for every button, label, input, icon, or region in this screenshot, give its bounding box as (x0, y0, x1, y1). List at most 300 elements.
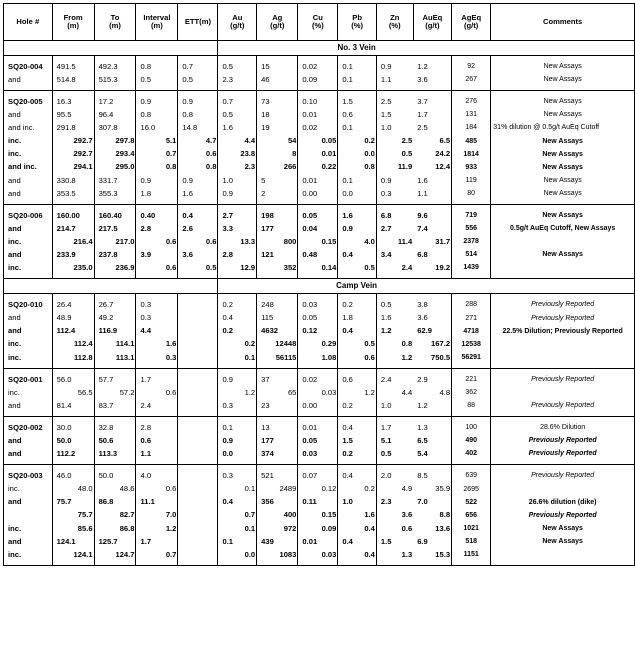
value-cell: 0.01 (298, 421, 338, 434)
value-cell: 0.02 (298, 60, 338, 73)
value-cell: 4.4 (136, 325, 178, 338)
value-cell: 3.6 (413, 312, 451, 325)
value-cell: 0.9 (136, 95, 178, 108)
value-cell: 13.3 (218, 235, 257, 248)
value-cell: 800 (257, 235, 298, 248)
value-cell: 0.3 (136, 312, 178, 325)
value-cell: 0.9 (178, 174, 218, 187)
value-cell: 0.5 (338, 338, 377, 351)
column-header-unit: (%) (388, 21, 401, 30)
value-cell: 3.9 (136, 248, 178, 261)
value-cell: 8 (257, 148, 298, 161)
value-cell: 0.05 (298, 434, 338, 447)
value-cell: 83.7 (94, 399, 136, 412)
comment-cell: 22.5% Dilution; Previously Reported (491, 325, 635, 338)
value-cell: 57.7 (94, 373, 136, 386)
comment-cell: New Assays (491, 95, 635, 108)
value-cell: 331.7 (94, 174, 136, 187)
value-cell: 1151 (452, 548, 491, 561)
column-header-label: Ag (272, 13, 283, 23)
value-cell (178, 373, 218, 386)
value-cell: 288 (452, 298, 491, 311)
table-row (4, 338, 635, 351)
value-cell: 26.4 (52, 298, 94, 311)
value-cell: 177 (257, 434, 298, 447)
column-header (452, 4, 491, 41)
table-row (4, 161, 635, 174)
value-cell: 352 (257, 261, 298, 274)
value-cell: 0.2 (338, 447, 377, 460)
value-cell: 291.8 (52, 121, 94, 134)
value-cell: 0.00 (298, 399, 338, 412)
value-cell: 0.09 (298, 522, 338, 535)
column-header-label: From (63, 13, 83, 23)
column-header-label: AgEq (461, 13, 482, 23)
hole-id-cell: and (4, 535, 53, 548)
table-row (4, 60, 635, 73)
value-cell: 1.2 (376, 351, 413, 364)
value-cell: 17.2 (94, 95, 136, 108)
value-cell: 490 (452, 434, 491, 447)
value-cell: 0.8 (136, 108, 178, 121)
value-cell: 121 (257, 248, 298, 261)
value-cell: 0.5 (218, 60, 257, 73)
value-cell: 4.9 (376, 483, 413, 496)
value-cell: 0.01 (298, 174, 338, 187)
value-cell: 0.5 (178, 73, 218, 86)
value-cell: 30.0 (52, 421, 94, 434)
section-spacer (4, 41, 218, 56)
hole-id-cell: inc. (4, 261, 53, 274)
comment-cell: New Assays (491, 174, 635, 187)
comment-cell: New Assays (491, 134, 635, 147)
comment-cell: New Assays (491, 73, 635, 86)
comment-cell: New Assays (491, 522, 635, 535)
spacer-cell (257, 561, 298, 566)
value-cell: 0.5 (376, 298, 413, 311)
value-cell: 0.29 (298, 338, 338, 351)
value-cell: 0.07 (298, 469, 338, 482)
value-cell: 0.48 (298, 248, 338, 261)
table-row (4, 298, 635, 311)
value-cell: 86.8 (94, 496, 136, 509)
value-cell: 26.7 (94, 298, 136, 311)
value-cell: 933 (452, 161, 491, 174)
value-cell: 0.0 (338, 187, 377, 200)
comment-cell: 28.6% Dilution (491, 421, 635, 434)
column-header-label: Interval (143, 13, 171, 23)
value-cell: 4.0 (136, 469, 178, 482)
value-cell: 1.3 (376, 548, 413, 561)
section-title: Camp Vein (218, 279, 491, 294)
table-row (4, 386, 635, 399)
hole-id-cell: and (4, 187, 53, 200)
spacer-cell (413, 561, 451, 566)
table-row (4, 373, 635, 386)
value-cell: 400 (257, 509, 298, 522)
value-cell: 402 (452, 447, 491, 460)
table-row (4, 95, 635, 108)
value-cell: 4718 (452, 325, 491, 338)
value-cell: 95.5 (52, 108, 94, 121)
value-cell (178, 447, 218, 460)
value-cell: 1.2 (136, 522, 178, 535)
value-cell: 1.8 (136, 187, 178, 200)
column-header-unit: (m) (67, 21, 79, 30)
hole-id-cell: inc. (4, 134, 53, 147)
comment-cell: New Assays (491, 187, 635, 200)
table-row (4, 548, 635, 561)
comment-cell: New Assays (491, 248, 635, 261)
value-cell: 353.5 (52, 187, 94, 200)
table-row (4, 434, 635, 447)
value-cell: 0.4 (338, 421, 377, 434)
value-cell: 267 (452, 73, 491, 86)
value-cell: 0.4 (218, 496, 257, 509)
value-cell: 115 (257, 312, 298, 325)
value-cell: 750.5 (413, 351, 451, 364)
value-cell: 1.8 (338, 312, 377, 325)
comment-cell: Previously Reported (491, 509, 635, 522)
value-cell: 1.6 (376, 312, 413, 325)
value-cell: 307.8 (94, 121, 136, 134)
hole-id-cell: and inc. (4, 161, 53, 174)
value-cell: 0.6 (338, 373, 377, 386)
hole-id-cell: inc. (4, 351, 53, 364)
value-cell: 0.02 (298, 373, 338, 386)
column-header (94, 4, 136, 41)
drill-results-table (3, 3, 635, 566)
value-cell: 0.4 (338, 325, 377, 338)
table-row (4, 447, 635, 460)
hole-id-cell: SQ20-003 (4, 469, 53, 482)
table-row (4, 483, 635, 496)
comment-cell: New Assays (491, 209, 635, 222)
hole-id-cell (4, 509, 53, 522)
value-cell: 0.4 (178, 209, 218, 222)
comment-cell (491, 338, 635, 351)
table-row (4, 209, 635, 222)
spacer-cell (491, 561, 635, 566)
value-cell: 1.6 (218, 121, 257, 134)
value-cell: 75.7 (52, 496, 94, 509)
value-cell: 514.8 (52, 73, 94, 86)
value-cell: 12.9 (218, 261, 257, 274)
column-header-label: AuEq (422, 13, 443, 23)
value-cell: 0.8 (376, 338, 413, 351)
table-row (4, 148, 635, 161)
spacer-cell (136, 561, 178, 566)
value-cell: 1439 (452, 261, 491, 274)
comment-cell: Previously Reported (491, 447, 635, 460)
value-cell: 276 (452, 95, 491, 108)
value-cell: 3.4 (376, 248, 413, 261)
value-cell: 0.9 (218, 373, 257, 386)
value-cell: 19.2 (413, 261, 451, 274)
comment-cell: Previously Reported (491, 469, 635, 482)
value-cell: 0.9 (338, 222, 377, 235)
value-cell: 124.1 (52, 535, 94, 548)
hole-id-cell: SQ20-001 (4, 373, 53, 386)
value-cell: 6.5 (413, 434, 451, 447)
hole-id-cell: SQ20-005 (4, 95, 53, 108)
value-cell (178, 483, 218, 496)
value-cell: 4.7 (178, 134, 218, 147)
comment-cell: New Assays (491, 108, 635, 121)
table-row (4, 522, 635, 535)
hole-id-cell: inc. (4, 522, 53, 535)
value-cell: 0.03 (298, 386, 338, 399)
value-cell: 439 (257, 535, 298, 548)
value-cell: 374 (257, 447, 298, 460)
value-cell: 86.8 (94, 522, 136, 535)
comment-cell: 31% dilution @ 0.5g/t AuEq Cutoff (491, 121, 635, 134)
value-cell: 0.0 (218, 548, 257, 561)
comment-cell: New Assays (491, 148, 635, 161)
value-cell: 0.4 (338, 548, 377, 561)
value-cell: 0.04 (298, 222, 338, 235)
value-cell: 0.1 (218, 522, 257, 535)
column-header-unit: (%) (351, 21, 364, 30)
value-cell: 0.01 (298, 535, 338, 548)
value-cell: 0.6 (338, 108, 377, 121)
comment-cell (491, 483, 635, 496)
value-cell: 2.7 (218, 209, 257, 222)
column-header-label: Cu (312, 13, 323, 23)
table-row (4, 421, 635, 434)
value-cell: 0.9 (218, 187, 257, 200)
value-cell: 0.6 (178, 235, 218, 248)
value-cell: 0.05 (298, 312, 338, 325)
value-cell: 12448 (257, 338, 298, 351)
value-cell: 0.4 (338, 248, 377, 261)
comment-cell: Previously Reported (491, 434, 635, 447)
value-cell: 0.7 (178, 60, 218, 73)
column-header-label: Au (232, 13, 243, 23)
column-header (298, 4, 338, 41)
value-cell: 50.0 (52, 434, 94, 447)
value-cell: 0.11 (298, 496, 338, 509)
value-cell: 1.6 (338, 509, 377, 522)
hole-id-cell: inc. (4, 235, 53, 248)
value-cell: 2.8 (218, 248, 257, 261)
value-cell: 0.3 (218, 469, 257, 482)
value-cell: 0.8 (338, 161, 377, 174)
value-cell: 0.9 (218, 434, 257, 447)
column-header (413, 4, 451, 41)
value-cell: 1.5 (338, 95, 377, 108)
value-cell: 116.9 (94, 325, 136, 338)
comment-cell (491, 261, 635, 274)
value-cell: 1.2 (413, 60, 451, 73)
table-row (4, 174, 635, 187)
value-cell: 362 (452, 386, 491, 399)
value-cell: 492.3 (94, 60, 136, 73)
value-cell (178, 351, 218, 364)
value-cell: 12.4 (413, 161, 451, 174)
value-cell: 5 (257, 174, 298, 187)
value-cell: 1.2 (218, 386, 257, 399)
value-cell: 56.5 (52, 386, 94, 399)
value-cell (178, 298, 218, 311)
table-row (4, 469, 635, 482)
section-header-row (4, 279, 635, 294)
value-cell: 0.2 (218, 325, 257, 338)
value-cell: 0.3 (136, 351, 178, 364)
value-cell: 1.0 (376, 121, 413, 134)
value-cell: 518 (452, 535, 491, 548)
value-cell: 85.6 (52, 522, 94, 535)
value-cell: 1.1 (376, 73, 413, 86)
hole-id-cell: inc. (4, 483, 53, 496)
value-cell: 0.1 (338, 60, 377, 73)
value-cell: 50.0 (94, 469, 136, 482)
value-cell: 2.5 (376, 134, 413, 147)
value-cell: 124.1 (52, 548, 94, 561)
value-cell: 0.7 (218, 509, 257, 522)
value-cell: 330.8 (52, 174, 94, 187)
column-header-unit: (g/t) (270, 21, 285, 30)
value-cell: 521 (257, 469, 298, 482)
value-cell: 3.7 (413, 95, 451, 108)
assay-table-container (3, 3, 635, 566)
column-header-label: Pb (352, 13, 362, 23)
value-cell: 119 (452, 174, 491, 187)
hole-id-cell: SQ20-004 (4, 60, 53, 73)
column-header-unit: (m) (109, 21, 121, 30)
value-cell: 12538 (452, 338, 491, 351)
value-cell: 0.5 (218, 108, 257, 121)
column-header-unit: (g/t) (230, 21, 245, 30)
value-cell: 1.1 (136, 447, 178, 460)
header-row (4, 4, 635, 41)
value-cell: 1.7 (413, 108, 451, 121)
value-cell: 114.1 (94, 338, 136, 351)
table-row (4, 108, 635, 121)
value-cell (178, 496, 218, 509)
value-cell: 0.2 (338, 298, 377, 311)
value-cell: 112.4 (52, 338, 94, 351)
value-cell: 0.8 (136, 161, 178, 174)
value-cell: 0.1 (218, 483, 257, 496)
hole-id-cell: SQ20-006 (4, 209, 53, 222)
value-cell: 125.7 (94, 535, 136, 548)
column-header-unit: (g/t) (425, 21, 440, 30)
value-cell: 0.0 (338, 148, 377, 161)
value-cell: 8.8 (413, 509, 451, 522)
value-cell: 62.9 (413, 325, 451, 338)
value-cell: 11.1 (136, 496, 178, 509)
value-cell: 0.12 (298, 325, 338, 338)
comment-cell (491, 548, 635, 561)
value-cell: 1.2 (413, 399, 451, 412)
value-cell: 177 (257, 222, 298, 235)
value-cell: 11.9 (376, 161, 413, 174)
value-cell: 160.00 (52, 209, 94, 222)
value-cell: 0.9 (376, 174, 413, 187)
value-cell: 639 (452, 469, 491, 482)
value-cell: 0.1 (338, 73, 377, 86)
value-cell: 1.6 (136, 338, 178, 351)
value-cell: 32.8 (94, 421, 136, 434)
value-cell: 13 (257, 421, 298, 434)
value-cell (178, 399, 218, 412)
value-cell: 75.7 (52, 509, 94, 522)
comment-cell: Previously Reported (491, 373, 635, 386)
value-cell: 293.4 (94, 148, 136, 161)
value-cell: 96.4 (94, 108, 136, 121)
value-cell: 0.4 (218, 312, 257, 325)
column-header (136, 4, 178, 41)
value-cell: 515.3 (94, 73, 136, 86)
value-cell: 160.40 (94, 209, 136, 222)
hole-id-cell: and (4, 73, 53, 86)
value-cell: 0.1 (218, 351, 257, 364)
comment-cell (491, 386, 635, 399)
value-cell: 56.0 (52, 373, 94, 386)
value-cell: 2378 (452, 235, 491, 248)
value-cell: 1.6 (413, 174, 451, 187)
value-cell: 16.0 (136, 121, 178, 134)
value-cell: 295.0 (94, 161, 136, 174)
value-cell: 4.0 (338, 235, 377, 248)
value-cell (178, 421, 218, 434)
value-cell: 198 (257, 209, 298, 222)
table-row (4, 325, 635, 338)
table-row (4, 509, 635, 522)
value-cell: 235.0 (52, 261, 94, 274)
value-cell: 5.1 (136, 134, 178, 147)
column-header-label: ETT(m) (184, 17, 211, 27)
hole-id-cell: inc. (4, 386, 53, 399)
value-cell: 0.6 (136, 434, 178, 447)
hole-id-cell: inc. (4, 548, 53, 561)
value-cell: 0.4 (338, 535, 377, 548)
value-cell: 1814 (452, 148, 491, 161)
column-header-unit: (%) (311, 21, 324, 30)
value-cell: 88 (452, 399, 491, 412)
value-cell: 19 (257, 121, 298, 134)
section-spacer (491, 279, 635, 294)
value-cell: 0.2 (338, 399, 377, 412)
value-cell: 0.5 (178, 261, 218, 274)
block-spacer (4, 561, 635, 566)
value-cell: 3.6 (413, 73, 451, 86)
value-cell: 4.8 (413, 386, 451, 399)
value-cell: 1.08 (298, 351, 338, 364)
value-cell: 719 (452, 209, 491, 222)
table-row (4, 222, 635, 235)
value-cell: 1.5 (376, 108, 413, 121)
value-cell: 0.2 (338, 483, 377, 496)
table-row (4, 121, 635, 134)
value-cell: 0.0 (218, 447, 257, 460)
value-cell: 1.7 (376, 421, 413, 434)
hole-id-cell: and (4, 434, 53, 447)
spacer-cell (298, 561, 338, 566)
comment-cell: 26.6% dilution (dike) (491, 496, 635, 509)
value-cell: 0.8 (178, 108, 218, 121)
column-header (257, 4, 298, 41)
value-cell: 24.2 (413, 148, 451, 161)
value-cell: 112.2 (52, 447, 94, 460)
value-cell: 214.7 (52, 222, 94, 235)
value-cell: 2 (257, 187, 298, 200)
value-cell: 23.8 (218, 148, 257, 161)
value-cell: 2.3 (218, 161, 257, 174)
value-cell: 514 (452, 248, 491, 261)
value-cell: 5.1 (376, 434, 413, 447)
